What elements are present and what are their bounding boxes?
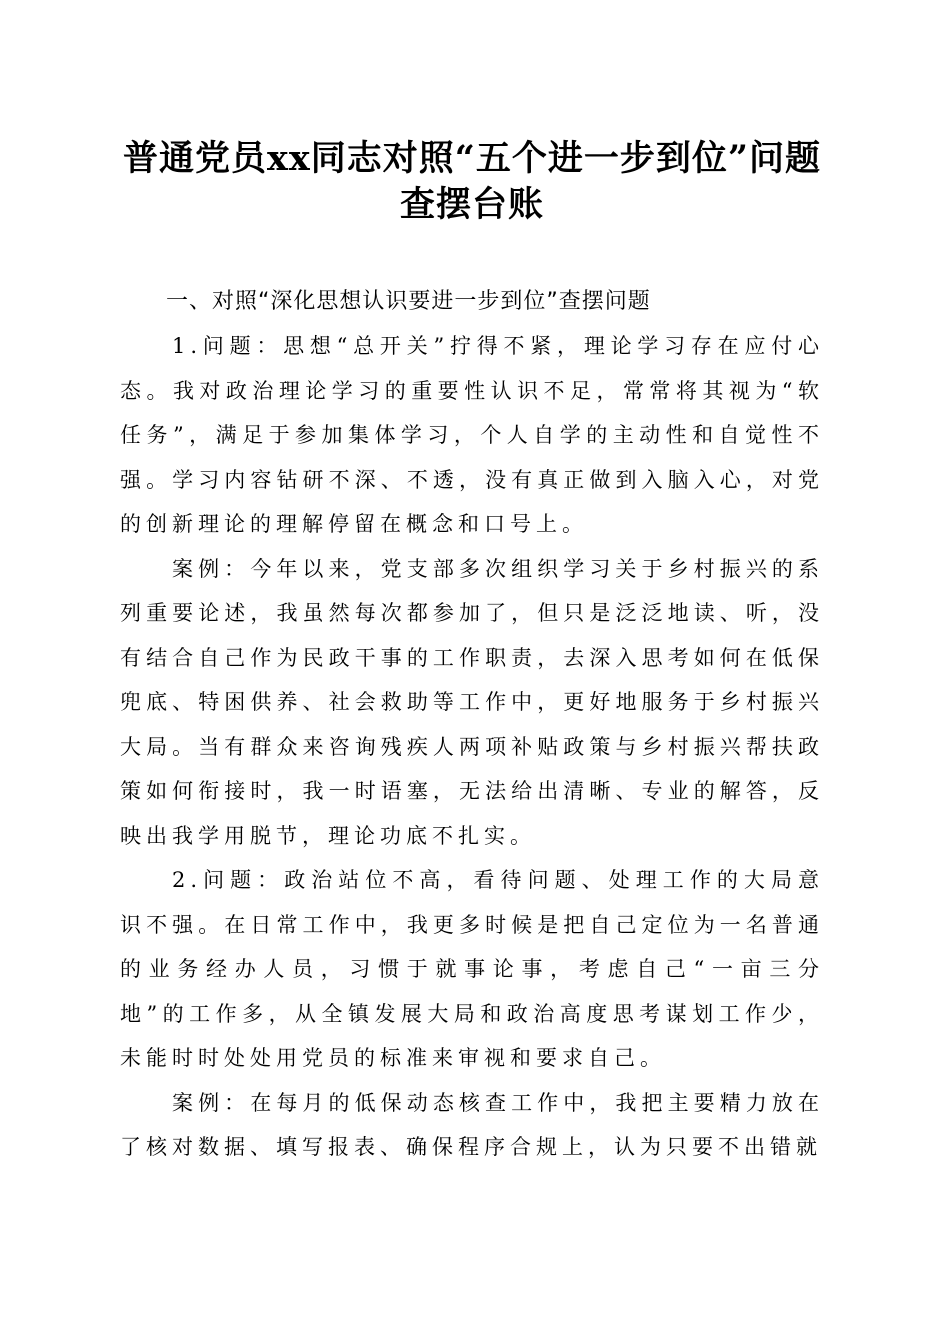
document-page xyxy=(120,136,824,1170)
document-title: 普通党员xx同志对照“五个进一步到位”问题查摆台账 xyxy=(123,138,821,225)
paragraph-problem-1: 1.问题：思想“总开关”拧得不紧，理论学习存在应付心态。我对政治理论学习的重要性认识不足，常常将其视为“软任务”，满足于参加集体学习，个人自学的主动性和自觉性不强。学习内容钻研不深、不透，没有真正做到入脑入心，对党的创新理论的理解停留在概念和口号上。 xyxy=(120,334,824,536)
paragraph-case-2: 案例：在每月的低保动态核查工作中，我把主要精力放在了核对数据、填写报表、确保程序合规上，认为只要不出错就 xyxy=(120,1090,824,1159)
paragraph-case-1: 案例：今年以来，党支部多次组织学习关于乡村振兴的系列重要论述，我虽然每次都参加了，但只是泛泛地读、听，没有结合自己作为民政干事的工作职责，去深入思考如何在低保兜底、特困供养、社会救助等工作中，更好地服务于乡村振兴大局。当有群众来咨询残疾人两项补贴政策与乡村振兴帮扶政策如何衔接时，我一时语塞，无法给出清晰、专业的解答，反映出我学用脱节，理论功底不扎实。 xyxy=(120,556,824,848)
section-heading: 一、对照“深化思想认识要进一步到位”查摆问题 xyxy=(166,289,651,314)
paragraph-problem-2: 2.问题：政治站位不高，看待问题、处理工作的大局意识不强。在日常工作中，我更多时候是把自己定位为一名普通的业务经办人员，习惯于就事论事，考虑自己“一亩三分地”的工作多，从全镇发展大局和政治高度思考谋划工作少，未能时时处处用党员的标准来审视和要求自己。 xyxy=(120,868,824,1070)
